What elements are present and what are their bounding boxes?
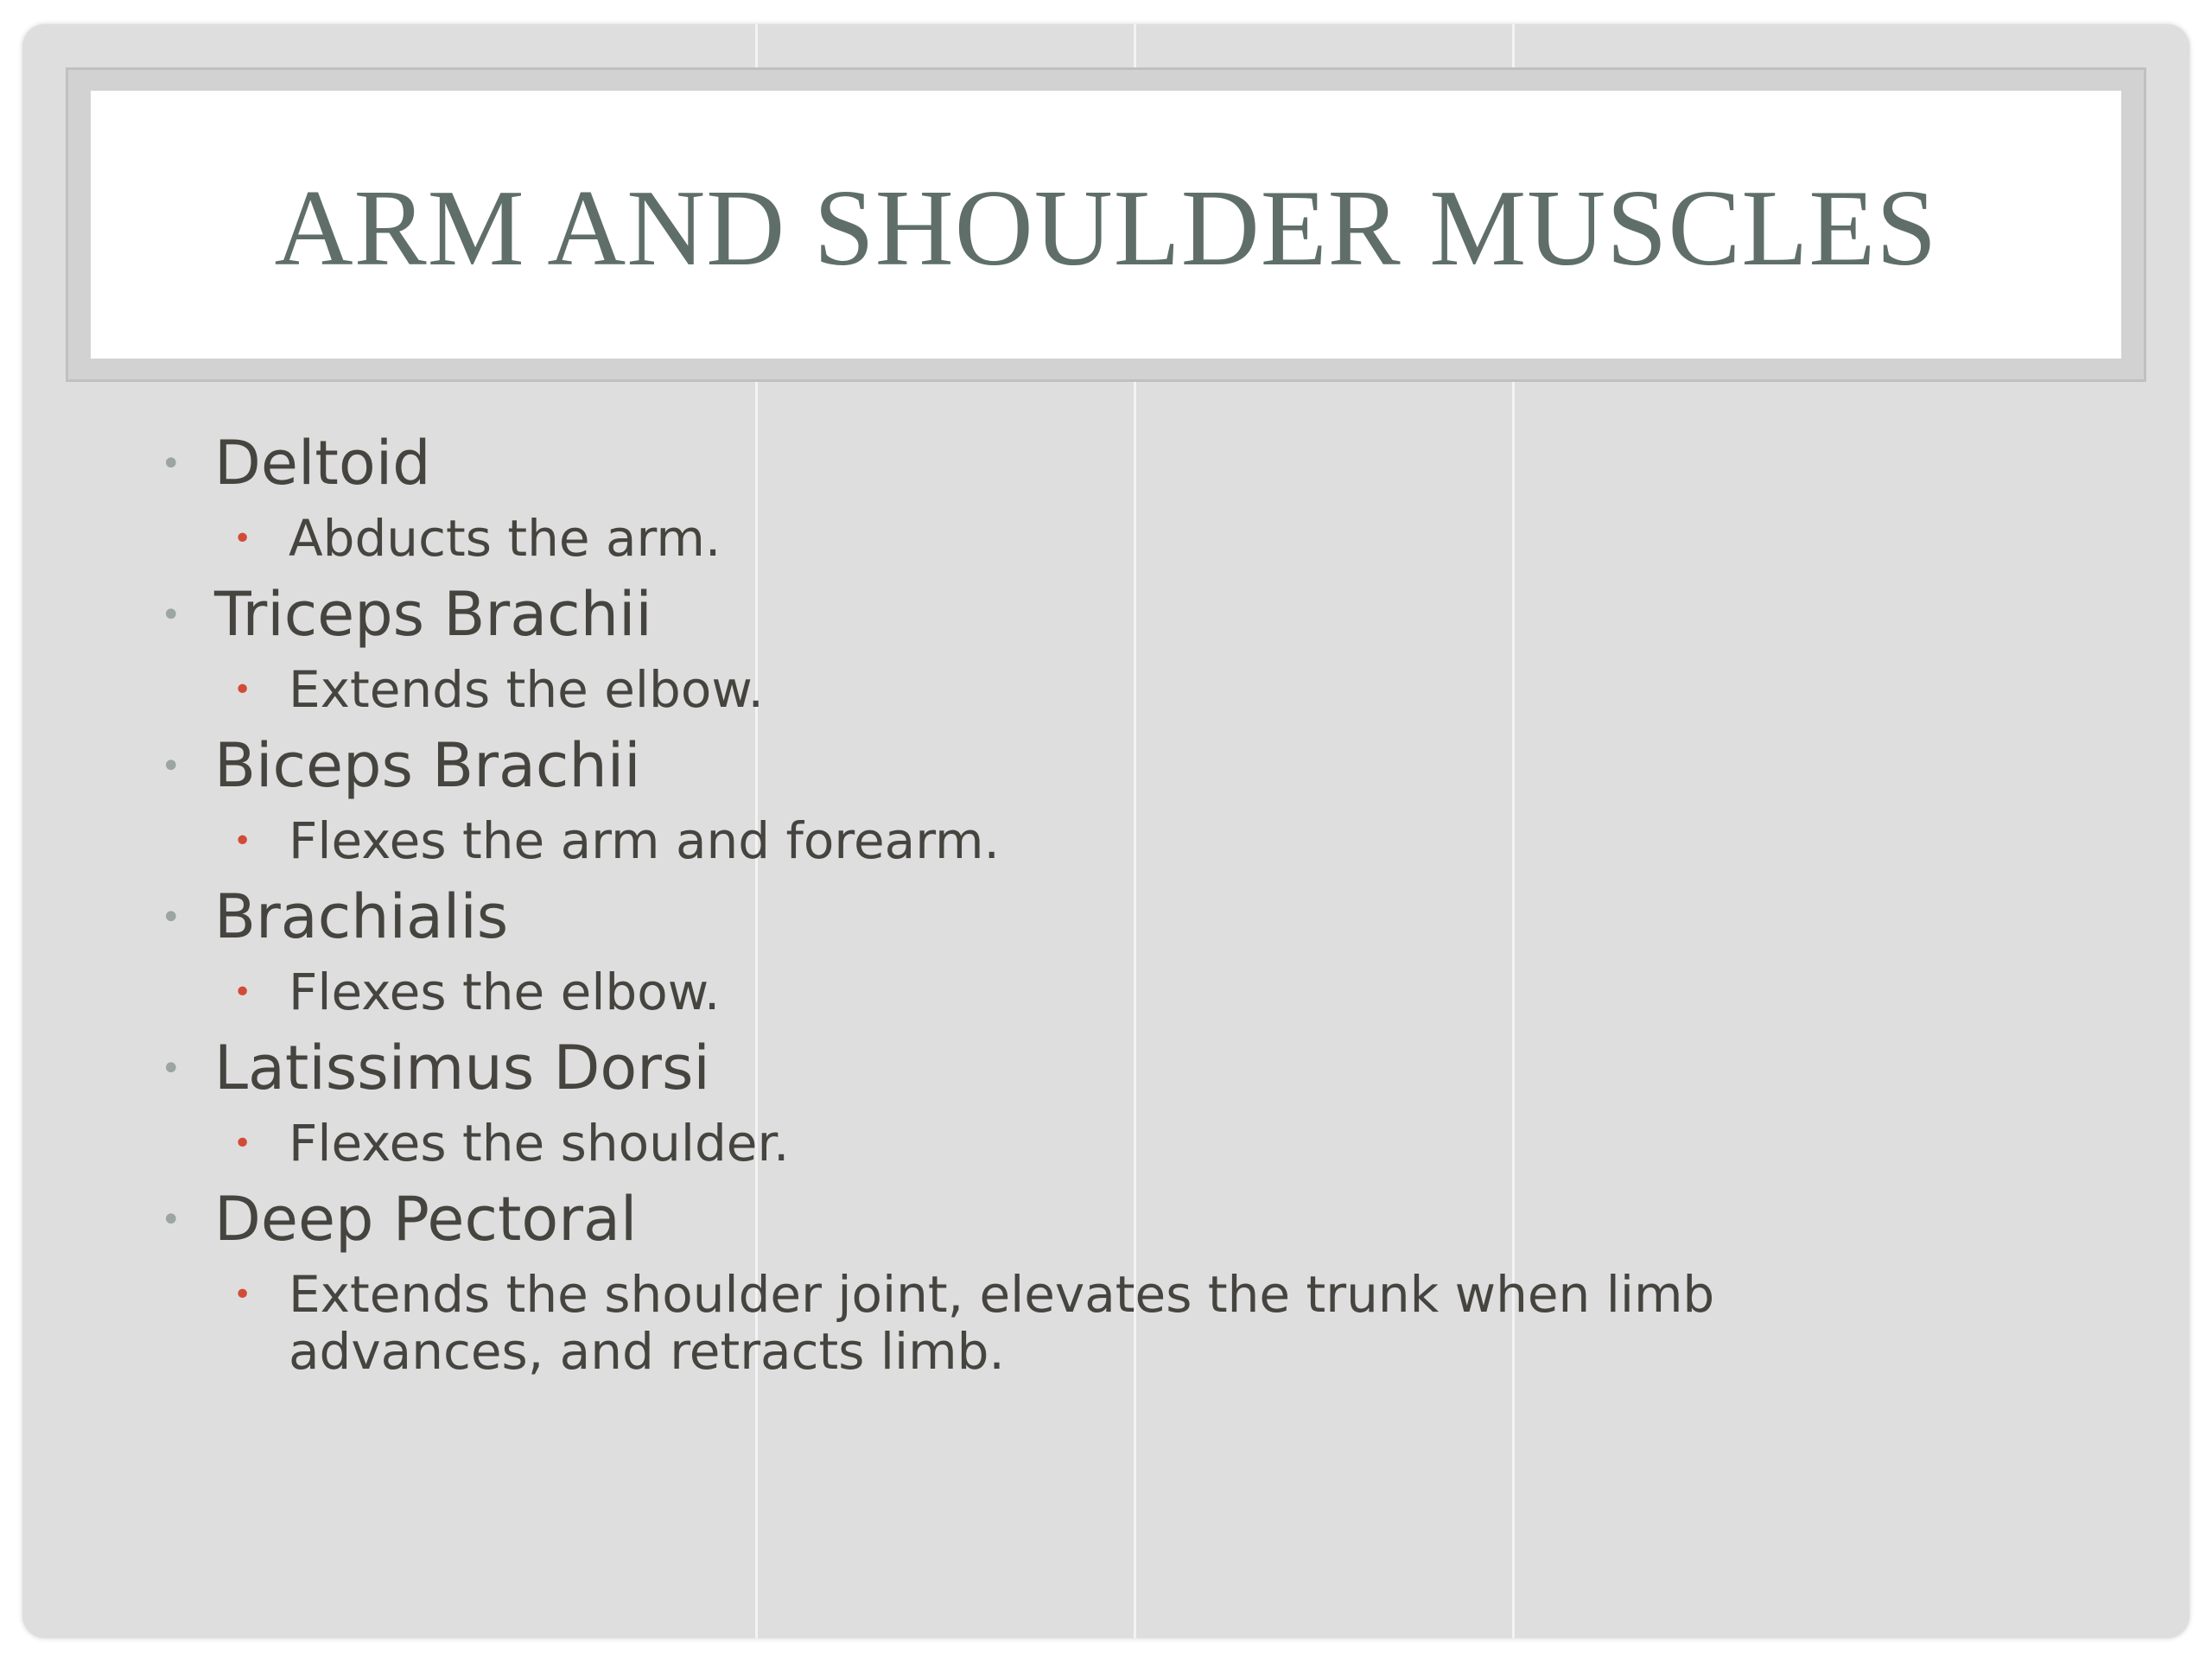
bullet-dot-icon: •	[233, 672, 252, 708]
list-item	[161, 880, 1941, 1031]
bullet-dot-icon: •	[233, 1126, 252, 1161]
list-item	[161, 577, 1941, 728]
bullet-level2	[233, 1257, 1941, 1390]
bullet-level2	[233, 1106, 1941, 1182]
muscle-function: Flexes the shoulder.	[289, 1114, 790, 1173]
slide	[22, 24, 2190, 1638]
bullet-dot-icon: •	[161, 595, 181, 635]
muscle-name: Brachialis	[214, 881, 509, 952]
bullet-list	[161, 426, 1941, 1390]
bullet-level2	[233, 804, 1941, 880]
slide-title: ARM AND SHOULDER MUSCLES	[274, 168, 1938, 289]
bullet-level2	[233, 501, 1941, 577]
bullet-level2	[233, 652, 1941, 728]
muscle-function: Abducts the arm.	[289, 509, 721, 568]
muscle-function: Extends the elbow.	[289, 660, 764, 719]
bullet-dot-icon: •	[161, 898, 181, 938]
title-frame	[66, 67, 2146, 382]
bullet-dot-icon: •	[161, 1049, 181, 1089]
bullet-level1	[161, 577, 1941, 652]
bullet-dot-icon: •	[233, 1277, 252, 1313]
bullet-dot-icon: •	[161, 1200, 181, 1240]
muscle-name: Deep Pectoral	[214, 1184, 638, 1255]
muscle-name: Triceps Brachii	[214, 579, 652, 650]
bullet-level2	[233, 955, 1941, 1031]
muscle-name: Biceps Brachii	[214, 730, 641, 801]
bullet-dot-icon: •	[233, 975, 252, 1010]
bullet-level1	[161, 880, 1941, 955]
list-item	[161, 728, 1941, 880]
list-item	[161, 1182, 1941, 1390]
muscle-name: Latissimus Dorsi	[214, 1033, 710, 1103]
muscle-function: Flexes the arm and forearm.	[289, 811, 1000, 870]
bullet-level1	[161, 728, 1941, 804]
bullet-level1	[161, 426, 1941, 501]
muscle-function: Extends the shoulder joint, elevates the trunk when limb advances, and retracts limb.	[289, 1265, 1715, 1381]
list-item	[161, 426, 1941, 577]
bullet-level1	[161, 1031, 1941, 1106]
title-box	[91, 91, 2121, 359]
bullet-level1	[161, 1182, 1941, 1257]
muscle-function: Flexes the elbow.	[289, 963, 721, 1021]
muscle-name: Deltoid	[214, 428, 431, 499]
bullet-dot-icon: •	[161, 747, 181, 786]
list-item	[161, 1031, 1941, 1182]
bullet-dot-icon: •	[233, 521, 252, 556]
bullet-dot-icon: •	[233, 823, 252, 859]
bullet-dot-icon: •	[161, 444, 181, 484]
